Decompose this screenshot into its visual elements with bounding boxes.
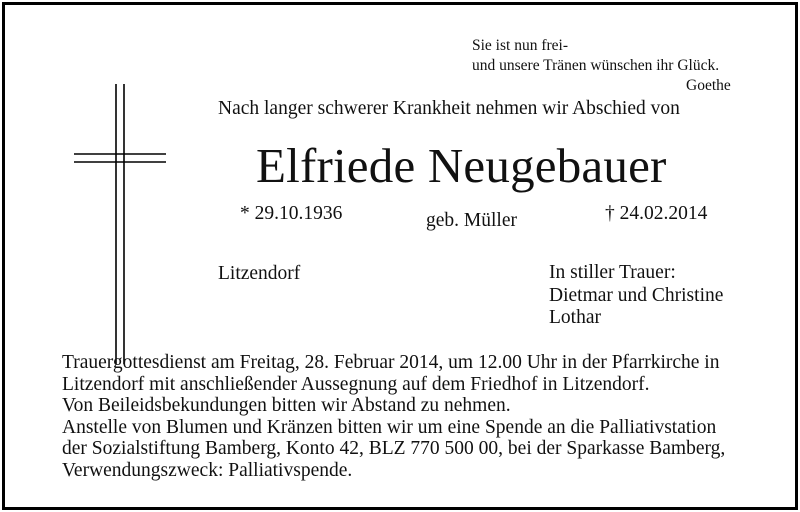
birth-date: * 29.10.1936 [240, 203, 343, 224]
body-line: Anstelle von Blumen und Kränzen bitten wir um eine Spende an die Palliativstation [62, 416, 717, 438]
body-line: Trauergottesdienst am Freitag, 28. Februar 2014, um 12.00 Uhr in der Pfarrkirche in [62, 352, 720, 373]
quote-line: Sie ist nun frei- [472, 37, 568, 54]
quote-author: Goethe [686, 77, 731, 94]
mourners-heading: In stiller Trauer: [549, 262, 676, 283]
deceased-name: Elfriede Neugebauer [256, 138, 667, 193]
body-line: Verwendungszweck: Palliativspende. [62, 459, 353, 481]
service-details [62, 352, 725, 481]
quote-line: und unsere Tränen wünschen ihr Glück. [472, 57, 720, 74]
body-line: Von Beileidsbekundungen bitten wir Abstand zu nehmen. [62, 395, 511, 416]
maiden-name: geb. Müller [426, 210, 517, 231]
quote [472, 36, 719, 76]
place: Litzendorf [218, 263, 301, 284]
mourner-name: Dietmar und Christine [549, 284, 724, 306]
death-date: † 24.02.2014 [605, 203, 708, 224]
mourners [549, 262, 723, 330]
intro-text: Nach langer schwerer Krankheit nehmen wir Abschied von [218, 98, 680, 119]
body-line: Litzendorf mit anschließender Aussegnung auf dem Friedhof in Litzendorf. [62, 373, 650, 395]
body-line: der Sozialstiftung Bamberg, Konto 42, BLZ 770 500 00, bei der Sparkasse Bamberg, [62, 438, 726, 459]
cross-icon [72, 84, 172, 364]
mourner-name: Lothar [549, 307, 601, 328]
